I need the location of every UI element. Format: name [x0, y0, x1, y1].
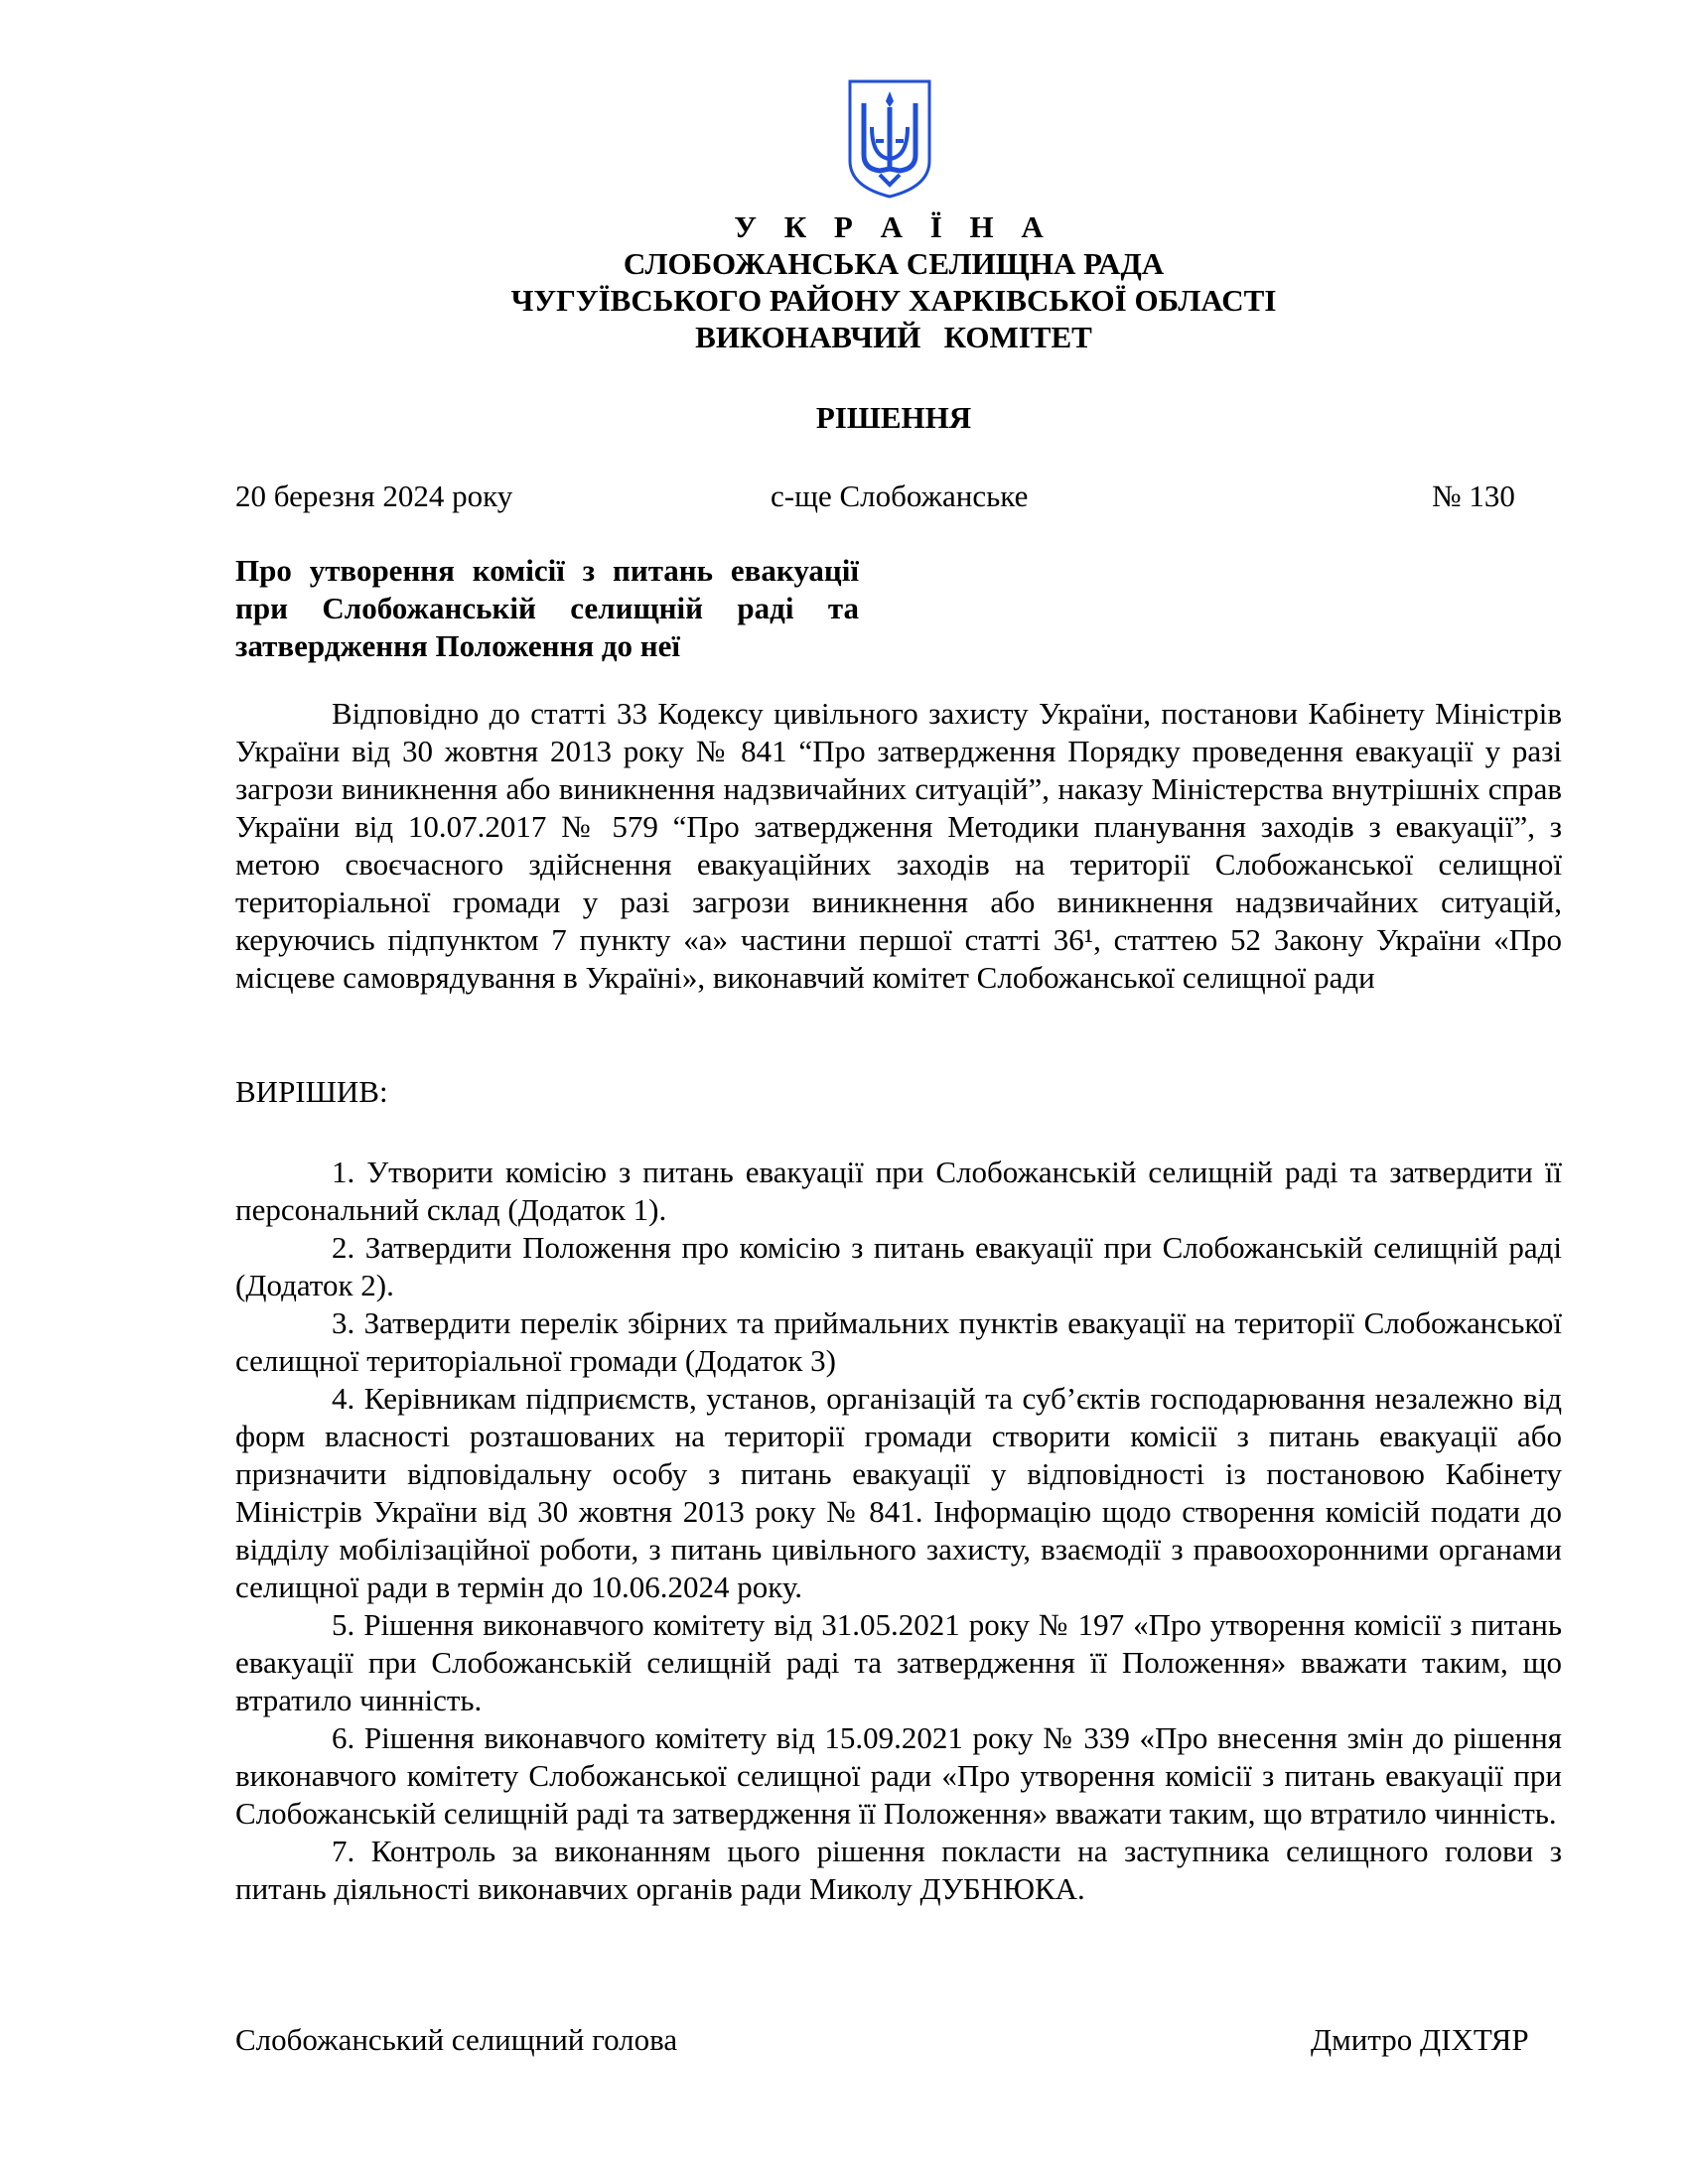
- resolved-label: ВИРІШИВ:: [235, 1074, 388, 1109]
- decision-items: [235, 1154, 1562, 1908]
- subject-line: при Слобожанській селищній раді та: [235, 591, 859, 625]
- document-place: с-ще Слобожанське: [771, 478, 1029, 513]
- decision-item: 7. Контроль за виконанням цього рішення покласти на заступника селищного голови з питань діяльності виконавчих органів ради Миколу ДУБНЮКА.: [235, 1834, 1562, 1906]
- decision-item: 3. Затвердити перелік збірних та приймальних пунктів евакуації на території Слобожанської селищної територіальної громади (Додаток 3): [235, 1305, 1562, 1378]
- signatory-title: Слобожанський селищний голова: [235, 2022, 678, 2057]
- country-name: У К Р А Ї Н А: [734, 209, 1054, 244]
- document-date: 20 березня 2024 року: [235, 478, 513, 513]
- decision-item: 5. Рішення виконавчого комітету від 31.05.2021 року № 197 «Про утворення комісії з питань евакуації при Слобожанській селищній раді та затвердження її Положення» вважати таким, що втратило чинність.: [235, 1607, 1562, 1717]
- document-type-title: РІШЕННЯ: [815, 400, 972, 435]
- document-header: [0, 208, 1688, 355]
- document-number: № 130: [1432, 478, 1515, 513]
- decision-item: 2. Затвердити Положення про комісію з питань евакуації при Слобожанській селищній раді (Додаток 2).: [235, 1230, 1562, 1302]
- council-name: СЛОБОЖАНСЬКА СЕЛИЩНА РАДА: [623, 246, 1165, 281]
- signatory-name: Дмитро ДІХТЯР: [1311, 2022, 1529, 2057]
- preamble-paragraph: Відповідно до статті 33 Кодексу цивільного захисту України, постанови Кабінету Міністрів України від 30 жовтня 2013 року № 841 “Про затвердження Порядку проведення евакуації у разі загрози виникнення або виникнення надзвичайних ситуацій”, наказу Міністерства внутрішніх справ України від 10.07.2017 № 579 “Про затвердження Методики планування заходів з евакуації”, з метою своєчасного здійснення евакуаційних заходів на території Слобожанської селищної територіальної громади у разі загрози виникнення або виникнення надзвичайних ситуацій, керуючись підпунктом 7 пункту «а» частини першої статті 36¹, статтею 52 Закону України «Про місцеве самоврядування в Україні», виконавчий комітет Слобожанської селищної ради: [235, 696, 1562, 995]
- subject-line: затвердження Положення до неї: [235, 628, 681, 663]
- decision-item: 4. Керівникам підприємств, установ, організацій та суб’єктів господарювання незалежно від форм власності розташованих на території громади створити комісії з питань евакуації або призначити відповідальну особу з питань евакуації у відповідності із постановою Кабінету Міністрів України від 30 жовтня 2013 року № 841. Інформацію щодо створення комісій подати до відділу мобілізаційної роботи, з питань цивільного захисту, взаємодії з правоохоронними органами селищної ради в термін до 10.06.2024 року.: [235, 1381, 1562, 1604]
- document-subject: [235, 552, 859, 665]
- committee-name: ВИКОНАВЧИЙ КОМІТЕТ: [695, 320, 1092, 354]
- coat-of-arms-icon: [846, 77, 933, 201]
- district-name: ЧУГУЇВСЬКОГО РАЙОНУ ХАРКІВСЬКОЇ ОБЛАСТІ: [510, 283, 1277, 318]
- subject-line: Про утворення комісії з питань евакуації: [235, 553, 859, 588]
- decision-item: 6. Рішення виконавчого комітету від 15.09.2021 року № 339 «Про внесення змін до рішення виконавчого комітету Слобожанської селищної ради «Про утворення комісії з питань евакуації при Слобожанській селищній раді та затвердження її Положення» вважати таким, що втратило чинність.: [235, 1720, 1562, 1831]
- decision-item: 1. Утворити комісію з питань евакуації при Слобожанській селищній раді та затвердити її персональний склад (Додаток 1).: [235, 1155, 1562, 1227]
